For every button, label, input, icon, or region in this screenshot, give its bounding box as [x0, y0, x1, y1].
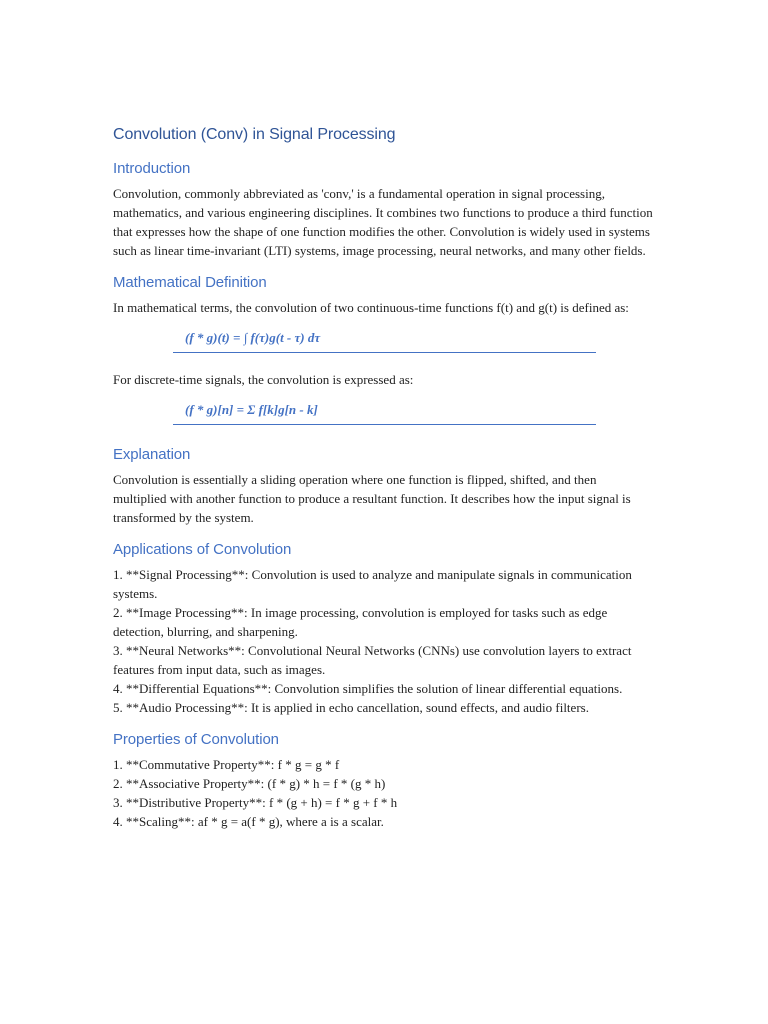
discrete-convolution-equation: (f * g)[n] = Σ f[k]g[n - k] [173, 401, 596, 425]
section-properties [113, 730, 653, 831]
discrete-intro-paragraph: For discrete-time signals, the convolution is expressed as: [113, 372, 414, 387]
continuous-convolution-equation: (f * g)(t) = ∫ f(τ)g(t - τ) dτ [173, 329, 596, 353]
section-heading-mathematical-definition: Mathematical Definition [113, 274, 267, 291]
section-explanation [113, 445, 653, 527]
section-heading-explanation: Explanation [113, 446, 191, 463]
explanation-paragraph: Convolution is essentially a sliding operation where one function is flipped, shifted, and then multiplied with another function to produce a resultant function. It describes how the input signal is transformed by the system. [113, 472, 631, 525]
document-title: Convolution (Conv) in Signal Processing [113, 126, 396, 143]
document-content [113, 125, 653, 844]
list-item: 4. **Differential Equations**: Convolution simplifies the solution of linear differential equations. [113, 681, 623, 696]
list-item: 1. **Commutative Property**: f * g = g * f [113, 757, 340, 772]
list-item: 3. **Distributive Property**: f * (g + h) = f * g + f * h [113, 795, 398, 810]
continuous-equation-block [173, 329, 596, 353]
discrete-equation-block [173, 401, 596, 425]
list-item: 5. **Audio Processing**: It is applied in echo cancellation, sound effects, and audio filters. [113, 700, 589, 715]
list-item: 1. **Signal Processing**: Convolution is used to analyze and manipulate signals in communication systems. [113, 567, 632, 601]
list-item: 4. **Scaling**: af * g = a(f * g), where a is a scalar. [113, 814, 384, 829]
section-heading-introduction: Introduction [113, 160, 191, 177]
list-item: 2. **Image Processing**: In image processing, convolution is employed for tasks such as edge detection, blurring, and sharpening. [113, 605, 608, 639]
definition-paragraph: In mathematical terms, the convolution of two continuous-time functions f(t) and g(t) is defined as: [113, 300, 629, 315]
introduction-paragraph: Convolution, commonly abbreviated as 'conv,' is a fundamental operation in signal processing, mathematics, and various engineering disciplines. It combines two functions to produce a third function that expresses how the shape of one function modifies the other. Convolution is widely used in systems such as linear time-invariant (LTI) systems, image processing, neural networks, and many other fields. [113, 186, 653, 258]
list-item: 2. **Associative Property**: (f * g) * h = f * (g * h) [113, 776, 386, 791]
applications-list [113, 565, 653, 717]
section-heading-properties: Properties of Convolution [113, 731, 279, 748]
section-heading-applications: Applications of Convolution [113, 541, 292, 558]
properties-list [113, 755, 653, 831]
section-applications [113, 540, 653, 717]
list-item: 3. **Neural Networks**: Convolutional Neural Networks (CNNs) use convolution layers to extract features from input data, such as images. [113, 643, 632, 677]
section-mathematical-definition [113, 273, 653, 425]
section-introduction [113, 159, 653, 260]
